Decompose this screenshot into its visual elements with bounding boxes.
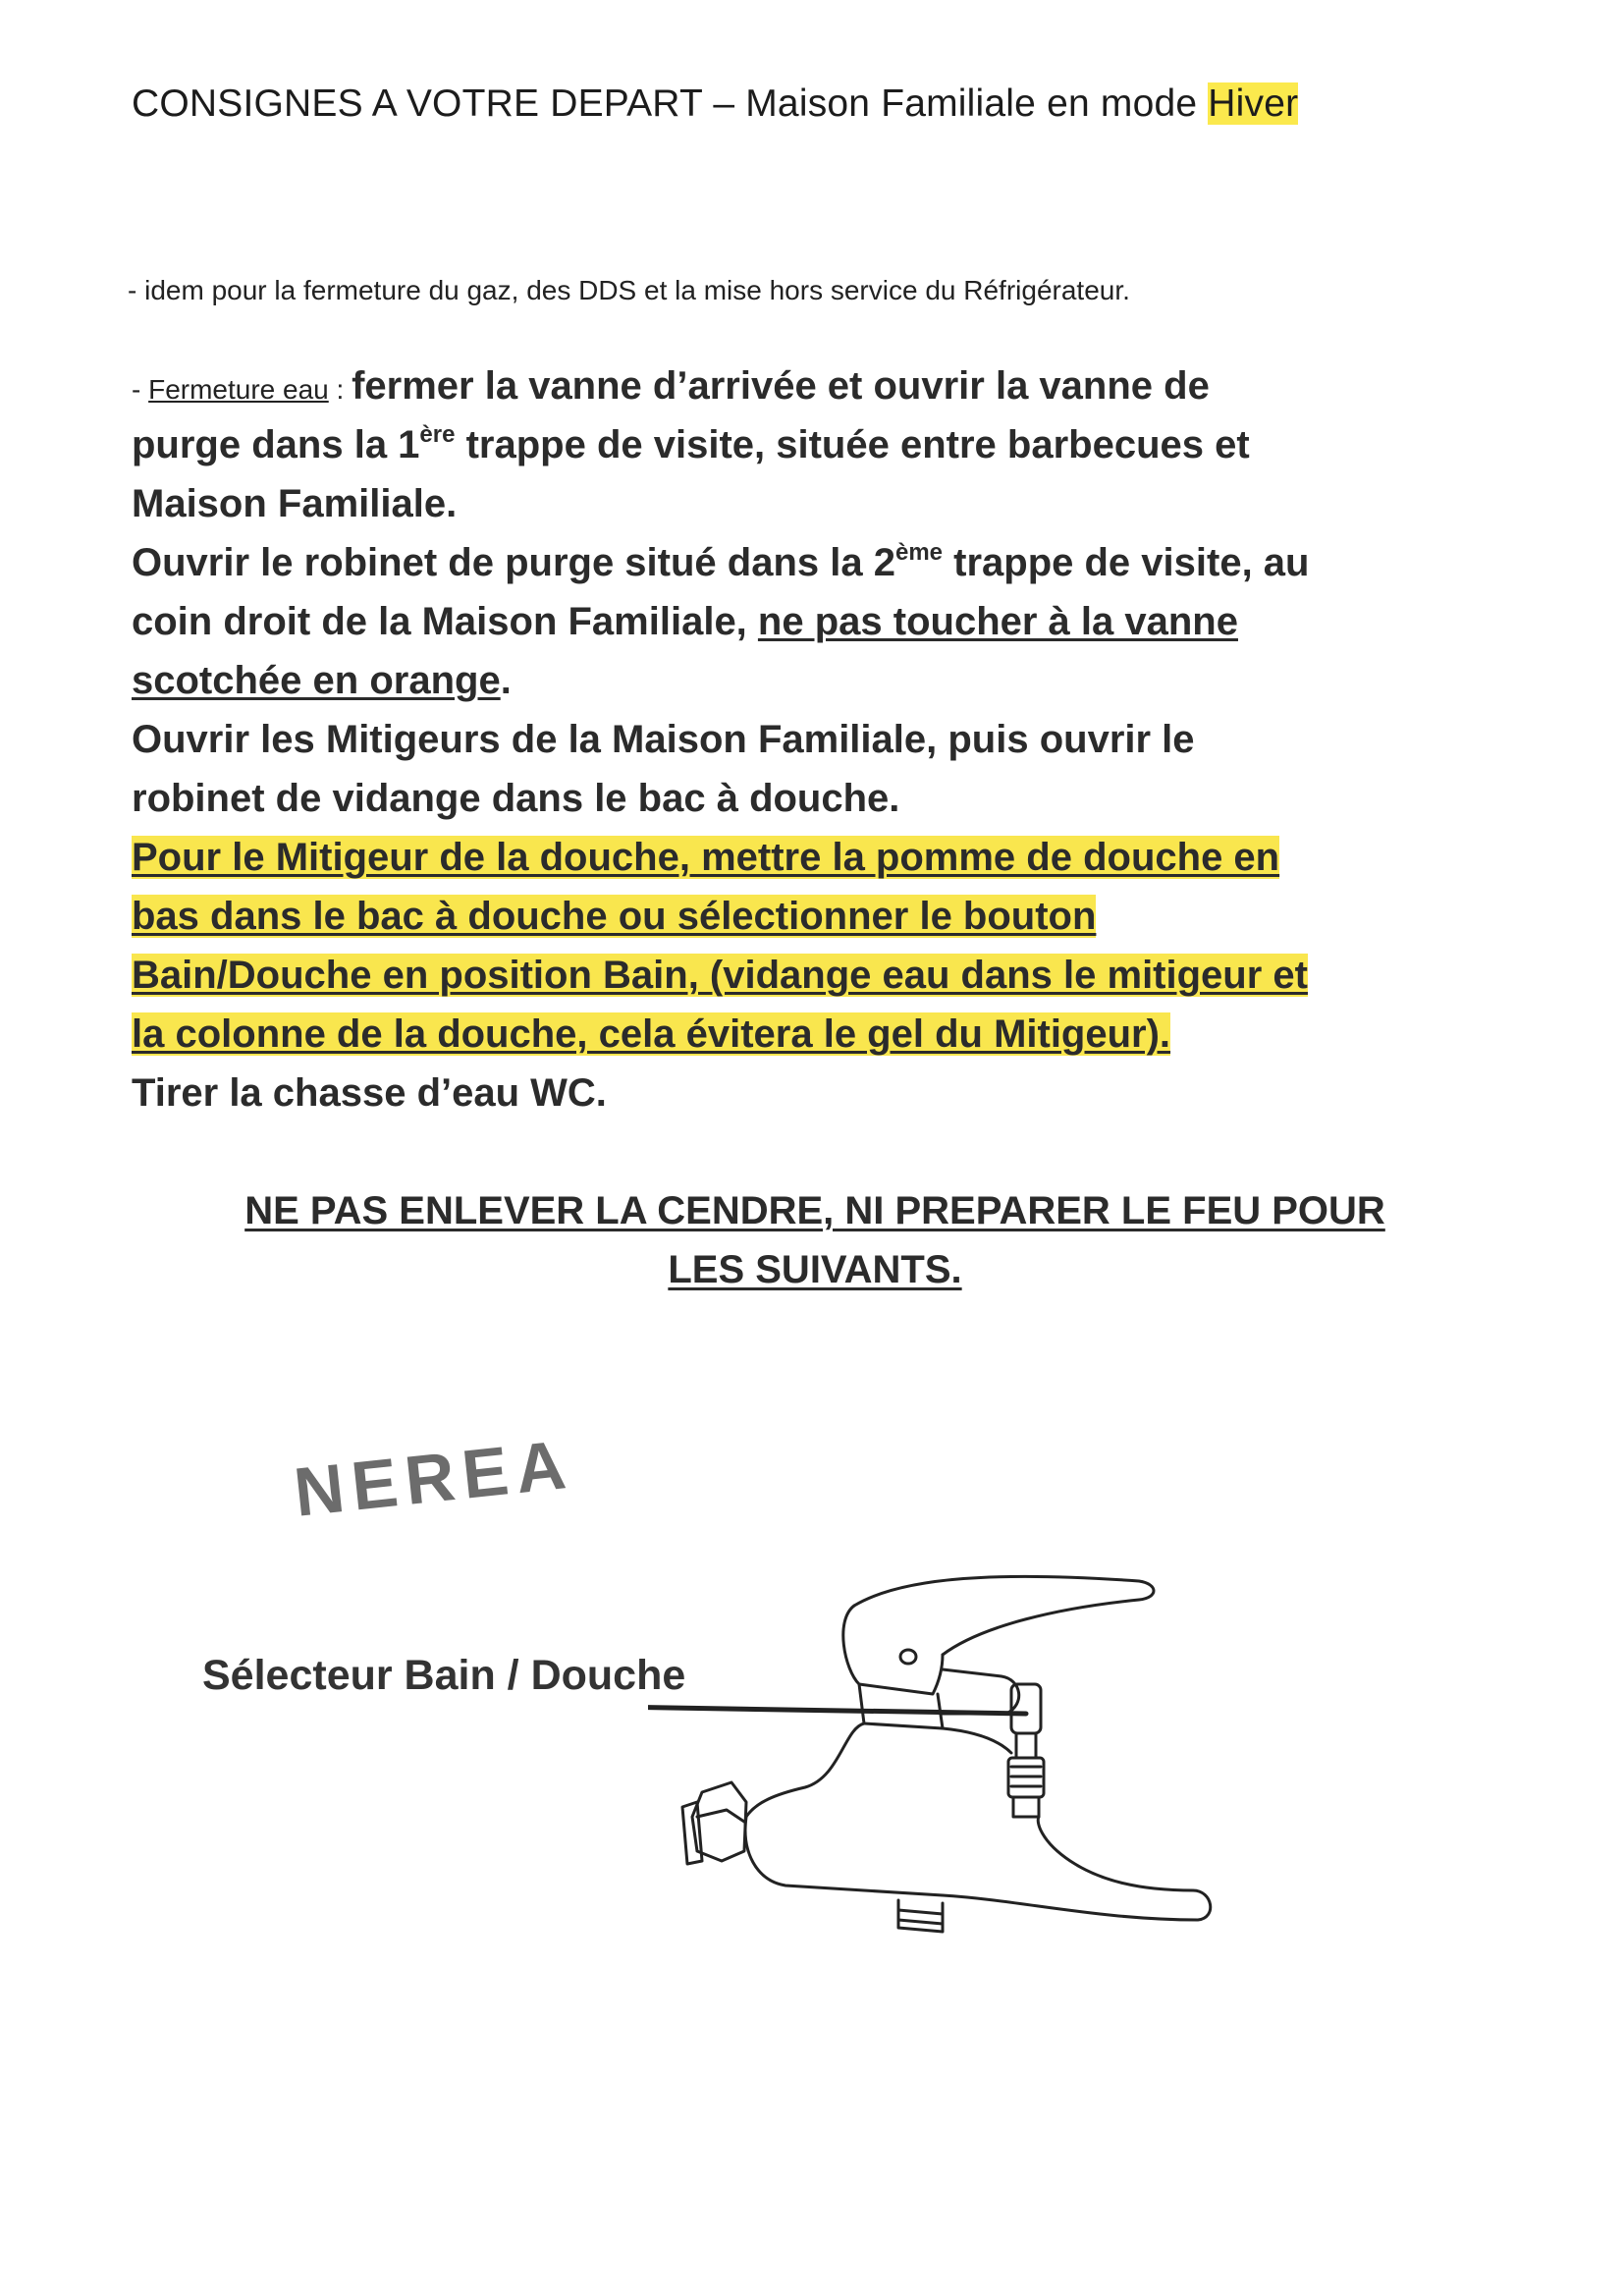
instruction-text: . <box>500 659 512 702</box>
instruction-text: purge dans la 1 <box>132 423 420 466</box>
instruction-text: robinet de vidange dans le bac à douche. <box>132 777 900 820</box>
brand-logo-nerea: NEREA <box>290 1425 577 1531</box>
instruction-text: trappe de visite, située entre barbecues et <box>455 423 1250 466</box>
label-colon: : <box>328 374 352 405</box>
title-highlight-hiver: Hiver <box>1208 82 1299 125</box>
instruction-text: coin droit de la Maison Familiale, <box>132 600 758 643</box>
water-instructions <box>132 356 1496 1122</box>
highlighted-text: bas dans le bac à douche ou sélectionner le bouton <box>132 895 1097 938</box>
page-title <box>132 82 1298 126</box>
section-label-fermeture-eau: Fermeture eau <box>148 374 329 405</box>
highlighted-line <box>132 828 1496 887</box>
instruction-line <box>132 1064 1496 1122</box>
instruction-text: Maison Familiale. <box>132 482 458 525</box>
instruction-line <box>132 710 1496 769</box>
instruction-text: trappe de visite, au <box>943 541 1310 584</box>
superscript: ère <box>419 421 456 448</box>
highlighted-text: Pour le Mitigeur de la douche, mettre la pomme de douche en <box>132 836 1280 879</box>
title-prefix: CONSIGNES A VOTRE DEPART – Maison Familiale en mode <box>132 82 1209 125</box>
selector-label: Sélecteur Bain / Douche <box>202 1652 686 1699</box>
highlighted-text: Bain/Douche en position Bain, (vidange eau dans le mitigeur et <box>132 954 1308 997</box>
highlighted-line <box>132 1005 1496 1064</box>
instruction-text: fermer la vanne d’arrivée et ouvrir la vanne de <box>352 364 1210 408</box>
underlined-warning: scotchée en orange <box>132 659 501 702</box>
underlined-warning: ne pas toucher à la vanne <box>757 600 1238 643</box>
fire-warning <box>118 1181 1512 1299</box>
instruction-line <box>132 533 1496 592</box>
instruction-text: Ouvrir le robinet de purge situé dans la 2 <box>132 541 895 584</box>
instruction-line <box>132 651 1496 710</box>
bullet-dash: - <box>132 374 149 405</box>
highlighted-line <box>132 946 1496 1005</box>
highlighted-line <box>132 887 1496 946</box>
warning-line: LES SUIVANTS. <box>668 1248 962 1291</box>
instruction-line <box>132 356 1496 415</box>
instruction-text: Ouvrir les Mitigeurs de la Maison Familiale, puis ouvrir le <box>132 718 1195 761</box>
instruction-text: Tirer la chasse d’eau WC. <box>132 1071 607 1115</box>
intro-line: - idem pour la fermeture du gaz, des DDS et la mise hors service du Réfrigérateur. <box>128 275 1130 305</box>
instruction-line <box>132 592 1496 651</box>
bath-shower-mixer-faucet-icon <box>648 1566 1237 1979</box>
instruction-line <box>132 474 1496 533</box>
superscript: ème <box>894 539 944 566</box>
instruction-line <box>132 415 1496 474</box>
highlighted-text: la colonne de la douche, cela évitera le gel du Mitigeur). <box>132 1012 1171 1056</box>
warning-line: NE PAS ENLEVER LA CENDRE, NI PREPARER LE FEU POUR <box>244 1189 1385 1232</box>
instruction-line <box>132 769 1496 828</box>
